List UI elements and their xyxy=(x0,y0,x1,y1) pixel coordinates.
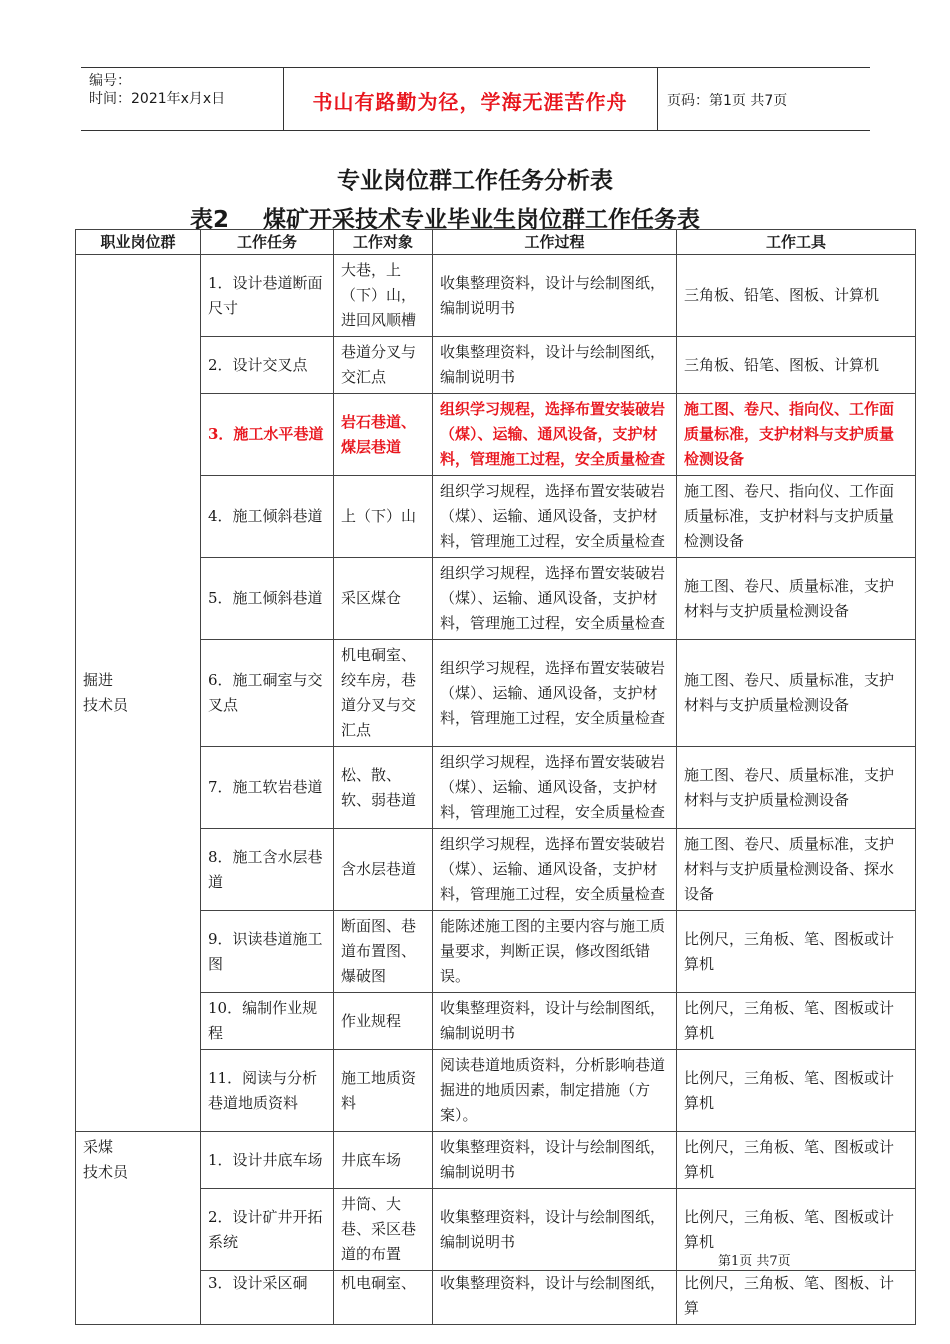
code-label: 编号： xyxy=(89,73,131,89)
table-number: 表2 xyxy=(190,207,230,233)
task-cell: 3．施工水平巷道 xyxy=(201,394,334,476)
tools-cell: 比例尺，三角板、笔、图板或计算机 xyxy=(677,993,916,1050)
process-cell: 组织学习规程，选择布置安装破岩（煤）、运输、通风设备，支护材料，管理施工过程，安全质量检查 xyxy=(433,558,677,640)
task-table xyxy=(75,229,916,1325)
object-cell: 断面图、巷道布置图、爆破图 xyxy=(334,911,433,993)
object-cell: 采区煤仓 xyxy=(334,558,433,640)
object-cell: 岩石巷道、煤层巷道 xyxy=(334,394,433,476)
header-divider xyxy=(657,68,658,130)
header-cell: 工作任务 xyxy=(201,230,334,255)
tools-cell: 施工图、卷尺、质量标准，支护材料与支护质量检测设备 xyxy=(677,747,916,829)
process-cell: 组织学习规程，选择布置安装破岩（煤）、运输、通风设备，支护材料，管理施工过程，安全质量检查 xyxy=(433,747,677,829)
task-cell: 4．施工倾斜巷道 xyxy=(201,476,334,558)
tools-cell: 比例尺，三角板、笔、图板或计算机 xyxy=(677,1132,916,1189)
process-cell: 组织学习规程，选择布置安装破岩（煤）、运输、通风设备，支护材料，管理施工过程，安全质量检查 xyxy=(433,829,677,911)
table-row xyxy=(76,255,916,337)
task-cell: 1．设计巷道断面尺寸 xyxy=(201,255,334,337)
header-cell: 职业岗位群 xyxy=(76,230,201,255)
process-cell: 收集整理资料，设计与绘制图纸，编制说明书 xyxy=(433,1132,677,1189)
object-cell: 机电硐室、 xyxy=(334,1271,433,1325)
header-page-info: 页码：第1页 共7页 xyxy=(667,93,788,109)
task-cell: 6．施工硐室与交叉点 xyxy=(201,640,334,747)
table-row xyxy=(76,829,916,911)
table-row xyxy=(76,911,916,993)
object-cell: 含水层巷道 xyxy=(334,829,433,911)
process-cell: 收集整理资料，设计与绘制图纸，编制说明书 xyxy=(433,337,677,394)
process-cell: 组织学习规程，选择布置安装破岩（煤）、运输、通风设备，支护材料，管理施工过程，安全质量检查 xyxy=(433,394,677,476)
table-row xyxy=(76,1050,916,1132)
table-row xyxy=(76,1271,916,1325)
header-cell: 工作过程 xyxy=(433,230,677,255)
post-label: 采煤 技术员 xyxy=(83,1138,129,1181)
object-cell: 井筒、大巷、采区巷道的布置 xyxy=(334,1189,433,1271)
process-cell: 收集整理资料，设计与绘制图纸，编制说明书 xyxy=(433,1189,677,1271)
post-cell xyxy=(76,1132,201,1325)
page-footer: 第1页 共7页 xyxy=(718,1254,791,1269)
process-cell: 能陈述施工图的主要内容与施工质量要求，判断正误，修改图纸错误。 xyxy=(433,911,677,993)
page-title: 专业岗位群工作任务分析表 xyxy=(337,168,613,194)
header-cell: 工作对象 xyxy=(334,230,433,255)
table-row xyxy=(76,747,916,829)
process-cell: 阅读巷道地质资料，分析影响巷道掘进的地质因素，制定措施（方案）。 xyxy=(433,1050,677,1132)
table-row xyxy=(76,993,916,1050)
process-cell: 收集整理资料，设计与绘制图纸，编制说明书 xyxy=(433,255,677,337)
tools-cell: 施工图、卷尺、质量标准，支护材料与支护质量检测设备 xyxy=(677,640,916,747)
object-cell: 井底车场 xyxy=(334,1132,433,1189)
date-label: 时间：2021年x月x日 xyxy=(89,91,226,107)
task-cell: 11．阅读与分析巷道地质资料 xyxy=(201,1050,334,1132)
process-cell: 组织学习规程，选择布置安装破岩（煤）、运输、通风设备，支护材料，管理施工过程，安全质量检查 xyxy=(433,476,677,558)
table-row xyxy=(76,337,916,394)
header-meta xyxy=(89,72,225,108)
tools-cell: 施工图、卷尺、质量标准，支护材料与支护质量检测设备 xyxy=(677,558,916,640)
object-cell: 作业规程 xyxy=(334,993,433,1050)
task-cell: 7．施工软岩巷道 xyxy=(201,747,334,829)
task-cell: 8．施工含水层巷道 xyxy=(201,829,334,911)
process-cell: 收集整理资料，设计与绘制图纸，编制说明书 xyxy=(433,993,677,1050)
tools-cell: 三角板、铅笔、图板、计算机 xyxy=(677,337,916,394)
process-cell: 组织学习规程，选择布置安装破岩（煤）、运输、通风设备，支护材料，管理施工过程，安全质量检查 xyxy=(433,640,677,747)
task-cell: 9．识读巷道施工图 xyxy=(201,911,334,993)
object-cell: 巷道分叉与交汇点 xyxy=(334,337,433,394)
tools-cell: 比例尺，三角板、笔、图板或计算机 xyxy=(677,911,916,993)
table-row xyxy=(76,1132,916,1189)
tools-cell: 施工图、卷尺、指向仪、工作面质量标准，支护材料与支护质量检测设备 xyxy=(677,476,916,558)
tools-cell: 比例尺，三角板、笔、图板或计算机 xyxy=(677,1050,916,1132)
post-label: 掘进 技术员 xyxy=(83,671,129,714)
task-cell: 3．设计采区硐 xyxy=(201,1271,334,1325)
table-caption-text: 煤矿开采技术专业毕业生岗位群工作任务表 xyxy=(263,207,701,233)
task-cell: 1．设计井底车场 xyxy=(201,1132,334,1189)
object-cell: 大巷，上（下）山，进回风顺槽 xyxy=(334,255,433,337)
tools-cell: 施工图、卷尺、指向仪、工作面质量标准，支护材料与支护质量检测设备 xyxy=(677,394,916,476)
table-row xyxy=(76,476,916,558)
object-cell: 上（下）山 xyxy=(334,476,433,558)
table-row xyxy=(76,640,916,747)
object-cell: 机电硐室、绞车房，巷道分叉与交汇点 xyxy=(334,640,433,747)
tools-cell: 比例尺，三角板、笔、图板或计算机 xyxy=(677,1189,916,1271)
tools-cell: 三角板、铅笔、图板、计算机 xyxy=(677,255,916,337)
table-row xyxy=(76,558,916,640)
tools-cell: 比例尺，三角板、笔、图板、计算 xyxy=(677,1271,916,1325)
tools-cell: 施工图、卷尺、质量标准，支护材料与支护质量检测设备、探水设备 xyxy=(677,829,916,911)
task-cell: 2．设计交叉点 xyxy=(201,337,334,394)
page-header xyxy=(81,67,870,131)
process-cell: 收集整理资料，设计与绘制图纸， xyxy=(433,1271,677,1325)
task-cell: 5．施工倾斜巷道 xyxy=(201,558,334,640)
header-motto: 书山有路勤为径，学海无涯苦作舟 xyxy=(312,90,628,114)
header-cell: 工作工具 xyxy=(677,230,916,255)
object-cell: 施工地质资料 xyxy=(334,1050,433,1132)
table-row-highlighted xyxy=(76,394,916,476)
post-cell xyxy=(76,255,201,1132)
task-cell: 10．编制作业规程 xyxy=(201,993,334,1050)
task-cell: 2．设计矿井开拓系统 xyxy=(201,1189,334,1271)
table-header-row xyxy=(76,230,916,255)
object-cell: 松、散、软、弱巷道 xyxy=(334,747,433,829)
